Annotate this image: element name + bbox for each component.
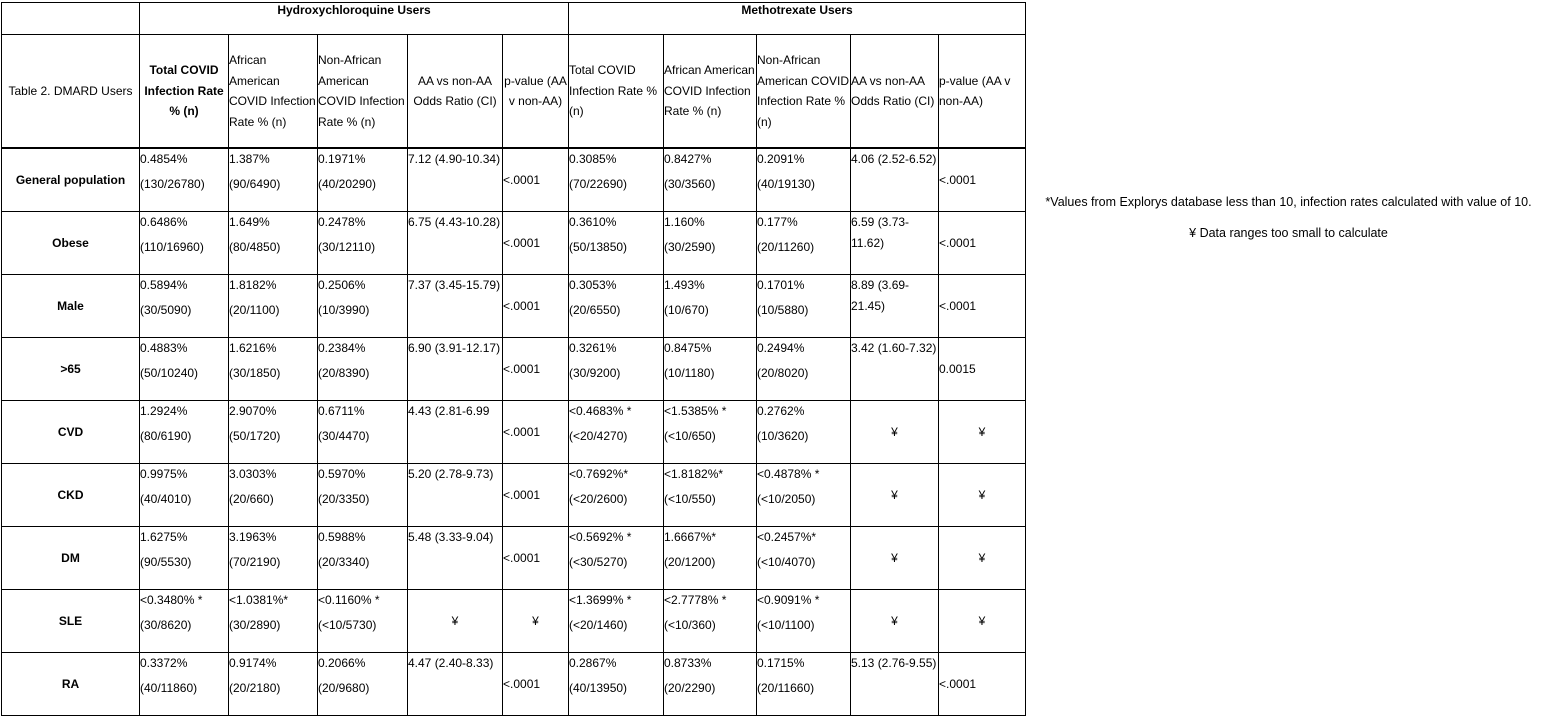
mtx-odds-ratio-cell: 4.06 (2.52-6.52): [851, 148, 939, 212]
rate-value: 0.6711%: [318, 404, 365, 418]
hcq-naa-cell: [318, 527, 408, 590]
count-value: (130/26780): [140, 176, 205, 191]
count-value: (70/22690): [569, 176, 628, 191]
hcq-naa-cell: [318, 338, 408, 401]
mtx-group-header: Methotrexate Users: [569, 3, 1026, 35]
count-value: (40/13950): [569, 680, 628, 695]
rate-value: 0.177%: [757, 215, 798, 229]
count-value: (50/10240): [140, 365, 199, 380]
count-value: (20/660): [229, 491, 274, 506]
mtx-p-value-cell: ¥: [939, 590, 1026, 653]
mtx-aa-cell: [664, 401, 757, 464]
hcq-odds-ratio-cell: 6.90 (3.91-12.17): [408, 338, 503, 401]
rate-value: 0.2762%: [757, 404, 805, 418]
hcq-total-cell: [140, 590, 229, 653]
mtx-total-cell: [569, 212, 664, 275]
mtx-header-p: p-value (AA v non-AA): [939, 35, 1026, 149]
hcq-total-cell: [140, 338, 229, 401]
rate-value: 0.8427%: [664, 152, 712, 166]
hcq-odds-ratio-cell: 6.75 (4.43-10.28): [408, 212, 503, 275]
rate-value: 0.3085%: [569, 152, 617, 166]
hcq-total-cell: [140, 275, 229, 338]
hcq-naa-cell: [318, 590, 408, 653]
rate-value: <1.8182%*: [664, 467, 724, 481]
rate-value: <1.0381%*: [229, 593, 289, 607]
hcq-header-total: Total COVID Infection Rate % (n): [140, 35, 229, 149]
rate-value: <0.9091% *: [757, 593, 820, 607]
rate-value: <0.1160% *: [318, 593, 380, 607]
hcq-total-cell: [140, 527, 229, 590]
asterisk-footnote: *Values from Explorys database less than 10, infection rates calculated with value of 10.: [1045, 195, 1532, 209]
rate-value: <1.5385% *: [664, 404, 727, 418]
rate-value: 0.4854%: [140, 152, 188, 166]
count-value: (<10/650): [664, 428, 716, 443]
count-value: (<10/4070): [757, 554, 816, 569]
rate-value: 0.2494%: [757, 341, 805, 355]
rate-value: 0.2506%: [318, 278, 366, 292]
mtx-odds-ratio-cell: ¥: [851, 464, 939, 527]
rate-value: 1.6275%: [140, 530, 188, 544]
hcq-odds-ratio-cell: 4.43 (2.81-6.99: [408, 401, 503, 464]
hcq-total-cell: [140, 464, 229, 527]
hcq-group-header: Hydroxychloroquine Users: [140, 3, 569, 35]
rate-value: 0.9174%: [229, 656, 277, 670]
mtx-total-cell: [569, 653, 664, 716]
row-label: RA: [2, 653, 140, 716]
rate-value: 1.160%: [664, 215, 705, 229]
mtx-aa-cell: [664, 527, 757, 590]
count-value: (20/2180): [229, 680, 281, 695]
table-row: [2, 148, 1026, 212]
table-caption: Table 2. DMARD Users: [2, 35, 140, 149]
mtx-p-value-cell: <.0001: [939, 653, 1026, 716]
row-label: CVD: [2, 401, 140, 464]
rate-value: 0.3610%: [569, 215, 617, 229]
rate-value: 0.5894%: [140, 278, 188, 292]
mtx-naa-cell: [757, 338, 851, 401]
mtx-naa-cell: [757, 275, 851, 338]
count-value: (20/1200): [664, 554, 716, 569]
rate-value: 0.3261%: [569, 341, 617, 355]
rate-value: 0.2091%: [757, 152, 805, 166]
count-value: (40/11860): [140, 680, 198, 695]
mtx-header-naa: Non-African American COVID Infection Rate % (n): [757, 35, 851, 149]
yen-footnote: ¥ Data ranges too small to calculate: [1189, 226, 1388, 240]
row-label: General population: [2, 148, 140, 212]
table-row: [2, 338, 1026, 401]
hcq-naa-cell: [318, 653, 408, 716]
mtx-odds-ratio-cell: ¥: [851, 590, 939, 653]
mtx-p-value-cell: <.0001: [939, 148, 1026, 212]
rate-value: 0.3372%: [140, 656, 188, 670]
count-value: (<20/4270): [569, 428, 628, 443]
count-value: (30/5090): [140, 302, 192, 317]
hcq-total-cell: [140, 653, 229, 716]
hcq-naa-cell: [318, 401, 408, 464]
rate-value: 0.4883%: [140, 341, 188, 355]
hcq-aa-cell: [229, 527, 318, 590]
hcq-odds-ratio-cell: 5.48 (3.33-9.04): [408, 527, 503, 590]
mtx-naa-cell: [757, 653, 851, 716]
corner-top-cell: [2, 3, 140, 35]
mtx-p-value-cell: ¥: [939, 464, 1026, 527]
mtx-total-cell: [569, 590, 664, 653]
count-value: (20/11260): [757, 239, 815, 254]
hcq-naa-cell: [318, 148, 408, 212]
table-row: [2, 212, 1026, 275]
hcq-aa-cell: [229, 275, 318, 338]
hcq-total-cell: [140, 401, 229, 464]
row-label: DM: [2, 527, 140, 590]
mtx-aa-cell: [664, 275, 757, 338]
table-row: [2, 590, 1026, 653]
rate-value: <0.5692% *: [569, 530, 632, 544]
rate-value: 0.5988%: [318, 530, 366, 544]
mtx-total-cell: [569, 275, 664, 338]
count-value: (30/9200): [569, 365, 621, 380]
table-row: [2, 275, 1026, 338]
mtx-naa-cell: [757, 590, 851, 653]
rate-value: <1.3699% *: [569, 593, 632, 607]
hcq-p-value-cell: <.0001: [503, 148, 569, 212]
mtx-odds-ratio-cell: 8.89 (3.69-21.45): [851, 275, 939, 338]
mtx-total-cell: [569, 464, 664, 527]
rate-value: 1.6216%: [229, 341, 277, 355]
hcq-total-cell: [140, 148, 229, 212]
hcq-aa-cell: [229, 653, 318, 716]
hcq-total-cell: [140, 212, 229, 275]
rate-value: 1.6667%*: [664, 530, 717, 544]
rate-value: 0.2478%: [318, 215, 366, 229]
mtx-header-aa: African American COVID Infection Rate % (n): [664, 35, 757, 149]
mtx-aa-cell: [664, 212, 757, 275]
rate-value: 1.387%: [229, 152, 270, 166]
rate-value: 1.649%: [229, 215, 270, 229]
mtx-header-or: AA vs non-AA Odds Ratio (CI): [851, 35, 939, 149]
rate-value: 0.1971%: [318, 152, 366, 166]
hcq-aa-cell: [229, 148, 318, 212]
table-row: [2, 401, 1026, 464]
count-value: (30/1850): [229, 365, 281, 380]
row-label: >65: [2, 338, 140, 401]
mtx-p-value-cell: <.0001: [939, 275, 1026, 338]
hcq-p-value-cell: <.0001: [503, 338, 569, 401]
rate-value: <2.7778% *: [664, 593, 727, 607]
count-value: (40/19130): [757, 176, 816, 191]
mtx-aa-cell: [664, 148, 757, 212]
rate-value: 3.0303%: [229, 467, 277, 481]
mtx-p-value-cell: 0.0015: [939, 338, 1026, 401]
rate-value: 0.2384%: [318, 341, 366, 355]
hcq-odds-ratio-cell: ¥: [408, 590, 503, 653]
count-value: (20/6550): [569, 302, 621, 317]
mtx-odds-ratio-cell: ¥: [851, 401, 939, 464]
row-label: Obese: [2, 212, 140, 275]
mtx-p-value-cell: <.0001: [939, 212, 1026, 275]
rate-value: 0.2066%: [318, 656, 366, 670]
rate-value: 0.2867%: [569, 656, 617, 670]
count-value: (<10/1100): [757, 617, 815, 632]
rate-value: 0.9975%: [140, 467, 188, 481]
hcq-aa-cell: [229, 338, 318, 401]
hcq-p-value-cell: ¥: [503, 590, 569, 653]
rate-value: 0.8475%: [664, 341, 712, 355]
hcq-aa-cell: [229, 464, 318, 527]
count-value: (<20/2600): [569, 491, 628, 506]
row-label: Male: [2, 275, 140, 338]
mtx-naa-cell: [757, 148, 851, 212]
mtx-naa-cell: [757, 527, 851, 590]
count-value: (<10/550): [664, 491, 716, 506]
hcq-p-value-cell: <.0001: [503, 212, 569, 275]
mtx-aa-cell: [664, 653, 757, 716]
dmard-table: [1, 2, 1026, 716]
hcq-aa-cell: [229, 401, 318, 464]
mtx-naa-cell: [757, 464, 851, 527]
mtx-total-cell: [569, 338, 664, 401]
count-value: (10/3990): [318, 302, 370, 317]
count-value: (70/2190): [229, 554, 281, 569]
count-value: (80/6190): [140, 428, 192, 443]
mtx-aa-cell: [664, 590, 757, 653]
mtx-odds-ratio-cell: 6.59 (3.73-11.62): [851, 212, 939, 275]
count-value: (<10/360): [664, 617, 716, 632]
mtx-naa-cell: [757, 212, 851, 275]
count-value: (20/9680): [318, 680, 370, 695]
count-value: (30/4470): [318, 428, 370, 443]
rate-value: 0.8733%: [664, 656, 712, 670]
mtx-total-cell: [569, 527, 664, 590]
hcq-p-value-cell: <.0001: [503, 464, 569, 527]
count-value: (50/13850): [569, 239, 628, 254]
table-row: [2, 653, 1026, 716]
count-value: (110/16960): [140, 239, 204, 254]
table-row: [2, 464, 1026, 527]
mtx-p-value-cell: ¥: [939, 401, 1026, 464]
count-value: (20/2290): [664, 680, 716, 695]
count-value: (10/1180): [664, 365, 715, 380]
hcq-header-or: AA vs non-AA Odds Ratio (CI): [408, 35, 503, 149]
rate-value: 3.1963%: [229, 530, 277, 544]
table-row: [2, 527, 1026, 590]
hcq-naa-cell: [318, 212, 408, 275]
hcq-p-value-cell: <.0001: [503, 401, 569, 464]
hcq-p-value-cell: <.0001: [503, 275, 569, 338]
hcq-odds-ratio-cell: 5.20 (2.78-9.73): [408, 464, 503, 527]
mtx-total-cell: [569, 148, 664, 212]
count-value: (<20/1460): [569, 617, 628, 632]
count-value: (20/8390): [318, 365, 370, 380]
row-label: SLE: [2, 590, 140, 653]
hcq-header-naa: Non-African American COVID Infection Rate % (n): [318, 35, 408, 149]
mtx-odds-ratio-cell: 3.42 (1.60-7.32): [851, 338, 939, 401]
count-value: (20/3350): [318, 491, 370, 506]
rate-value: 1.8182%: [229, 278, 277, 292]
rate-value: 1.493%: [664, 278, 705, 292]
hcq-p-value-cell: <.0001: [503, 527, 569, 590]
count-value: (<30/5270): [569, 554, 628, 569]
count-value: (20/3340): [318, 554, 370, 569]
hcq-naa-cell: [318, 275, 408, 338]
mtx-odds-ratio-cell: ¥: [851, 527, 939, 590]
count-value: (40/20290): [318, 176, 377, 191]
rate-value: <0.4683% *: [569, 404, 632, 418]
count-value: (30/2590): [664, 239, 716, 254]
hcq-odds-ratio-cell: 7.12 (4.90-10.34): [408, 148, 503, 212]
count-value: (20/1100): [229, 302, 280, 317]
hcq-naa-cell: [318, 464, 408, 527]
count-value: (<10/2050): [757, 491, 816, 506]
row-label: CKD: [2, 464, 140, 527]
count-value: (90/5530): [140, 554, 192, 569]
hcq-aa-cell: [229, 212, 318, 275]
count-value: (10/5880): [757, 302, 809, 317]
count-value: (10/3620): [757, 428, 809, 443]
count-value: (30/2890): [229, 617, 281, 632]
hcq-header-aa: African American COVID Infection Rate % (n): [229, 35, 318, 149]
count-value: (20/11660): [757, 680, 815, 695]
rate-value: 0.3053%: [569, 278, 617, 292]
count-value: (80/4850): [229, 239, 281, 254]
hcq-header-p: p-value (AA v non-AA): [503, 35, 569, 149]
rate-value: <0.7692%*: [569, 467, 629, 481]
count-value: (40/4010): [140, 491, 192, 506]
count-value: (10/670): [664, 302, 709, 317]
rate-value: 0.1715%: [757, 656, 805, 670]
count-value: (30/12110): [318, 239, 376, 254]
count-value: (90/6490): [229, 176, 281, 191]
mtx-header-total: Total COVID Infection Rate % (n): [569, 35, 664, 149]
mtx-odds-ratio-cell: 5.13 (2.76-9.55): [851, 653, 939, 716]
hcq-odds-ratio-cell: 7.37 (3.45-15.79): [408, 275, 503, 338]
rate-value: 1.2924%: [140, 404, 188, 418]
mtx-p-value-cell: ¥: [939, 527, 1026, 590]
mtx-aa-cell: [664, 464, 757, 527]
count-value: (30/8620): [140, 617, 192, 632]
count-value: (20/8020): [757, 365, 809, 380]
count-value: (<10/5730): [318, 617, 377, 632]
hcq-odds-ratio-cell: 4.47 (2.40-8.33): [408, 653, 503, 716]
hcq-aa-cell: [229, 590, 318, 653]
rate-value: 2.9070%: [229, 404, 277, 418]
count-value: (30/3560): [664, 176, 716, 191]
rate-value: <0.3480% *: [140, 593, 203, 607]
count-value: (50/1720): [229, 428, 281, 443]
mtx-total-cell: [569, 401, 664, 464]
rate-value: <0.2457%*: [757, 530, 817, 544]
mtx-aa-cell: [664, 338, 757, 401]
rate-value: <0.4878% *: [757, 467, 820, 481]
footnotes: [1030, 192, 1547, 254]
rate-value: 0.6486%: [140, 215, 188, 229]
rate-value: 0.1701%: [757, 278, 805, 292]
mtx-naa-cell: [757, 401, 851, 464]
hcq-p-value-cell: <.0001: [503, 653, 569, 716]
rate-value: 0.5970%: [318, 467, 366, 481]
